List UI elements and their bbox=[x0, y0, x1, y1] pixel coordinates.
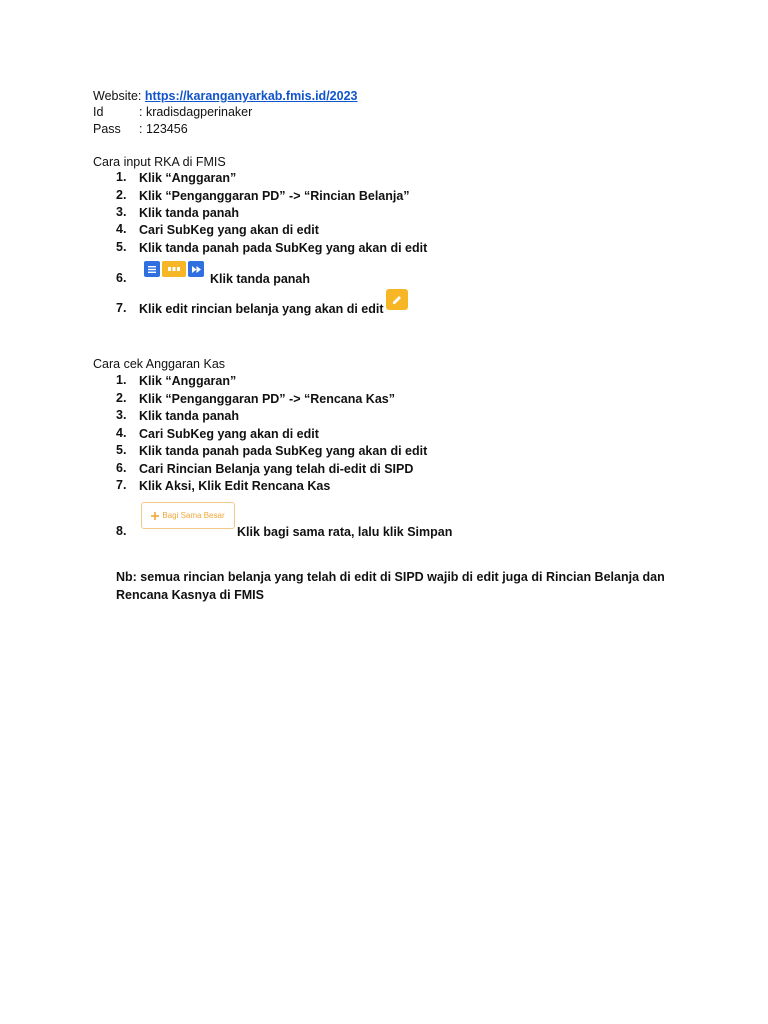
plus-icon bbox=[151, 512, 159, 520]
s1-num-3: 3. bbox=[116, 205, 127, 219]
s2-step-7: Klik Aksi, Klik Edit Rencana Kas bbox=[139, 479, 331, 493]
website-link[interactable]: https://karanganyarkab.fmis.id/2023 bbox=[144, 89, 358, 103]
note-paragraph: Nb: semua rincian belanja yang telah di edit di SIPD wajib di edit juga di Rincian Belanja dan Rencana Kasnya di FMIS bbox=[116, 570, 665, 602]
s1-num-5: 5. bbox=[116, 240, 127, 254]
s2-num-2: 2. bbox=[116, 391, 127, 405]
s2-step-1: Klik “Anggaran” bbox=[139, 374, 237, 388]
s2-step-4: Cari SubKeg yang akan di edit bbox=[139, 427, 319, 441]
s2-step-6: Cari Rincian Belanja yang telah di-edit di SIPD bbox=[139, 462, 414, 476]
s2-num-8: 8. bbox=[116, 524, 127, 538]
s1-step-4: Cari SubKeg yang akan di edit bbox=[139, 223, 319, 237]
rp-icon bbox=[167, 266, 181, 272]
s2-num-7: 7. bbox=[116, 478, 127, 492]
s1-num-1: 1. bbox=[116, 170, 127, 184]
s2-num-6: 6. bbox=[116, 461, 127, 475]
list-icon bbox=[148, 266, 156, 273]
s1-num-2: 2. bbox=[116, 188, 127, 202]
id-value: : kradisdagperinaker bbox=[139, 105, 253, 119]
id-label: Id bbox=[93, 105, 104, 119]
s1-step-3: Klik tanda panah bbox=[139, 206, 240, 220]
fast-forward-icon bbox=[192, 266, 201, 273]
section1-title: Cara input RKA di FMIS bbox=[93, 155, 226, 169]
s2-num-3: 3. bbox=[116, 408, 127, 422]
s2-num-1: 1. bbox=[116, 373, 127, 387]
s1-step-2: Klik “Penganggaran PD” -> “Rincian Belanja” bbox=[139, 189, 410, 203]
website-label: Website: bbox=[93, 89, 142, 103]
bagi-sama-besar-button[interactable] bbox=[141, 502, 235, 529]
pass-value: : 123456 bbox=[139, 122, 188, 136]
list-button[interactable] bbox=[144, 261, 160, 277]
s1-step-6: Klik tanda panah bbox=[210, 272, 311, 286]
section2-title: Cara cek Anggaran Kas bbox=[93, 357, 226, 371]
rp-button[interactable] bbox=[162, 261, 186, 277]
s1-step-1: Klik “Anggaran” bbox=[139, 171, 237, 185]
s1-num-6: 6. bbox=[116, 271, 127, 285]
s1-step-5: Klik tanda panah pada SubKeg yang akan di edit bbox=[139, 241, 428, 255]
s2-num-4: 4. bbox=[116, 426, 127, 440]
pencil-icon bbox=[392, 295, 402, 305]
s2-step-2: Klik “Penganggaran PD” -> “Rencana Kas” bbox=[139, 392, 395, 406]
s1-num-7: 7. bbox=[116, 301, 127, 315]
s1-step-7: Klik edit rincian belanja yang akan di edit bbox=[139, 302, 384, 316]
s1-num-4: 4. bbox=[116, 222, 127, 236]
website-line bbox=[93, 88, 357, 104]
edit-button[interactable] bbox=[386, 289, 408, 310]
s2-step-8: Klik bagi sama rata, lalu klik Simpan bbox=[237, 525, 453, 539]
s2-step-3: Klik tanda panah bbox=[139, 409, 240, 423]
forward-button[interactable] bbox=[188, 261, 204, 277]
s2-step-5: Klik tanda panah pada SubKeg yang akan di edit bbox=[139, 444, 428, 458]
pass-label: Pass bbox=[93, 122, 121, 136]
bagi-sama-besar-label: Bagi Sama Besar bbox=[162, 511, 225, 520]
s2-num-5: 5. bbox=[116, 443, 127, 457]
